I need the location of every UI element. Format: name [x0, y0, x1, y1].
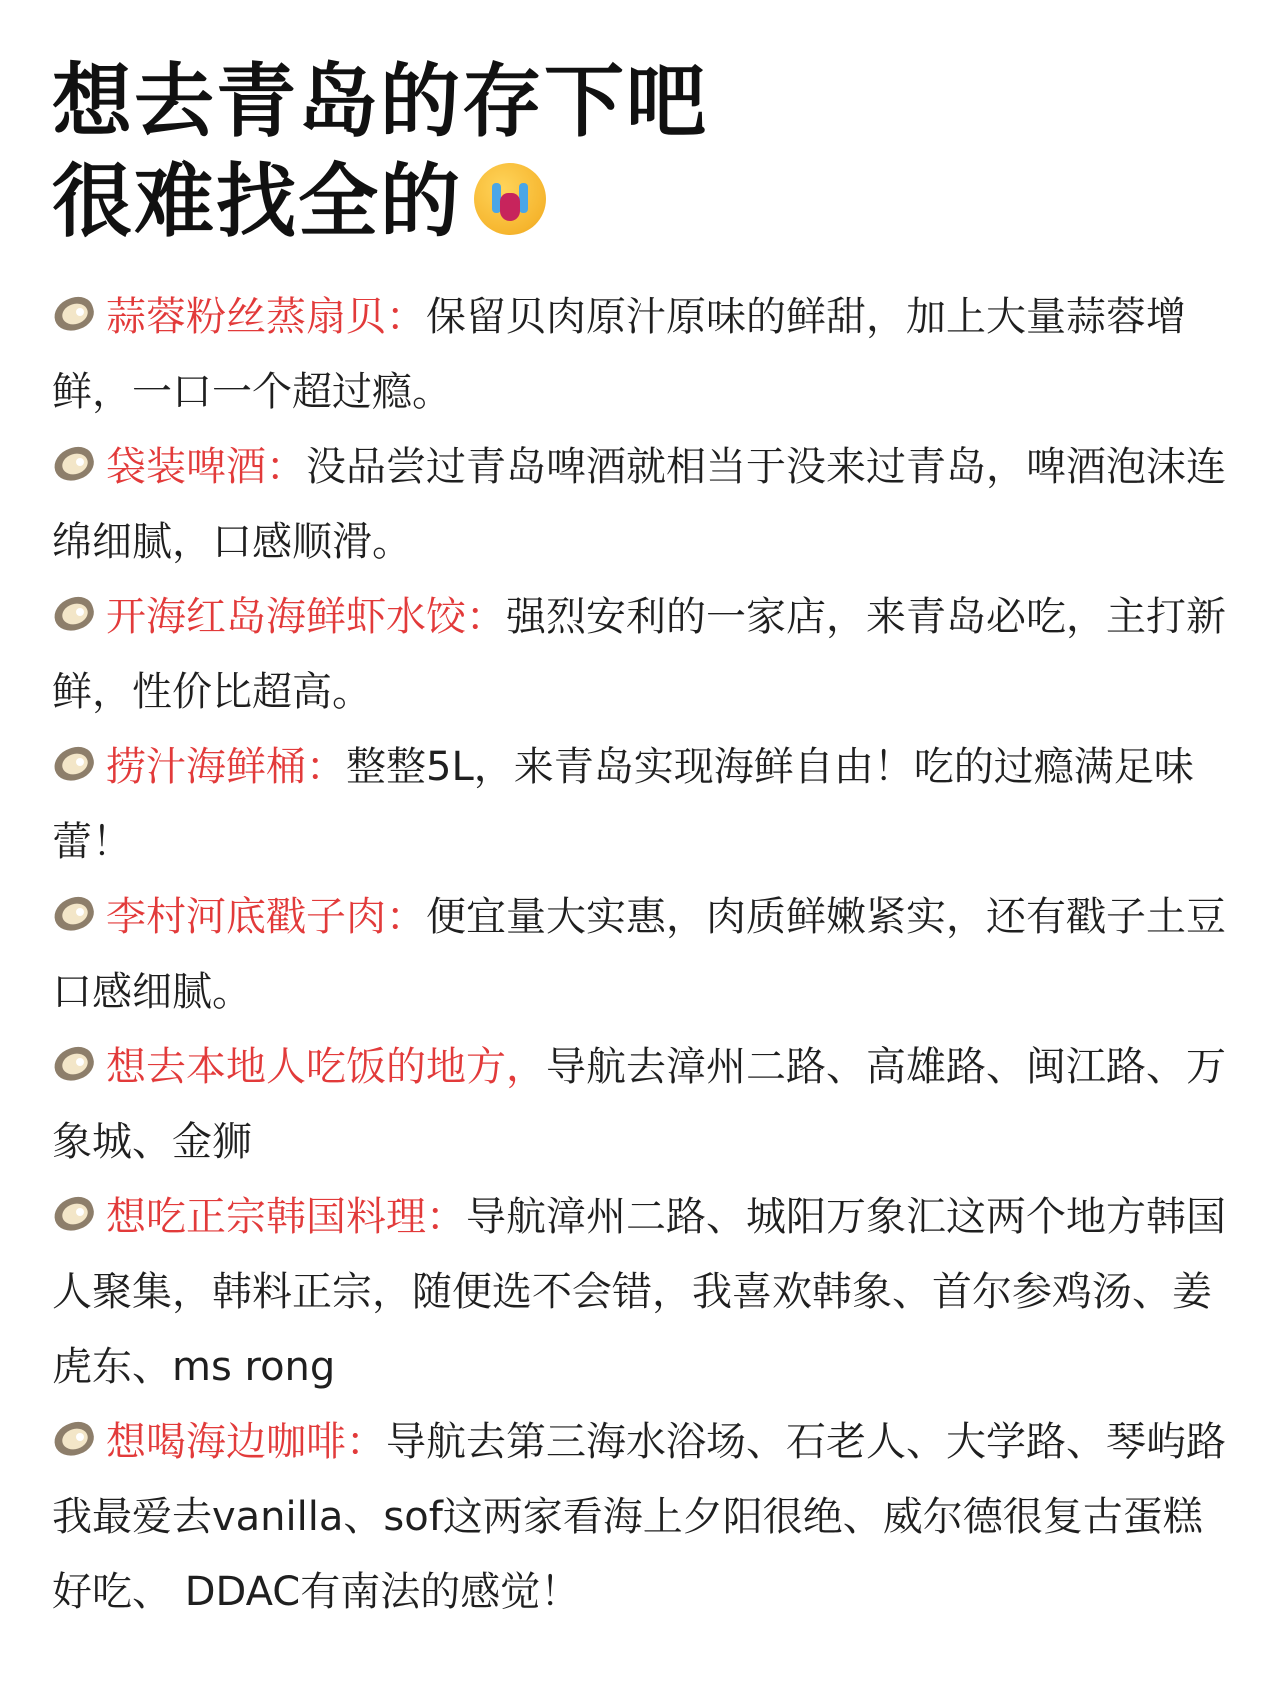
- list-item: [52, 430, 1232, 580]
- entry-text: 导航漳州二路、城阳万象汇这两个地方韩国人聚集，韩料正宗，随便选不会错，我喜欢韩象、首尔参鸡汤、姜虎东、ms rong: [52, 1194, 1226, 1390]
- entry-text: 导航去漳州二路、高雄路、闽江路、万象城、金狮: [52, 1044, 1226, 1165]
- list-item: [52, 280, 1232, 430]
- loudly-crying-face-icon: [474, 163, 546, 235]
- entry-text: 导航去第三海水浴场、石老人、大学路、琴屿路我最爱去vanilla、sof这两家看海上夕阳很绝、威尔德很复古蛋糕好吃、 DDAC有南法的感觉！: [52, 1419, 1226, 1615]
- entry-heading: 李村河底戳子肉：: [106, 894, 426, 940]
- entry-text: 整整5L，来青岛实现海鲜自由！吃的过瘾满足味蕾！: [52, 744, 1194, 865]
- list-item: [52, 1180, 1232, 1405]
- entry-text: 没品尝过青岛啤酒就相当于没来过青岛，啤酒泡沫连绵细腻，口感顺滑。: [52, 444, 1226, 565]
- entry-text: 保留贝肉原汁原味的鲜甜，加上大量蒜蓉增鲜，一口一个超过瘾。: [52, 294, 1186, 415]
- entry-heading: 想喝海边咖啡：: [106, 1419, 386, 1465]
- entry-heading: 袋装啤酒：: [106, 444, 306, 490]
- oyster-icon: [52, 744, 96, 784]
- list-item: [52, 880, 1232, 1030]
- entry-heading: 蒜蓉粉丝蒸扇贝：: [106, 294, 426, 340]
- entry-list: [52, 280, 1232, 1630]
- list-item: [52, 1405, 1232, 1630]
- entry-text: 强烈安利的一家店，来青岛必吃，主打新鲜，性价比超高。: [52, 594, 1226, 715]
- page-title: [52, 52, 1232, 252]
- entry-heading: 捞汁海鲜桶：: [106, 744, 346, 790]
- entry-heading: 开海红岛海鲜虾水饺：: [106, 594, 506, 640]
- entry-text: 便宜量大实惠，肉质鲜嫩紧实，还有戳子土豆口感细腻。: [52, 894, 1226, 1015]
- oyster-icon: [52, 894, 96, 934]
- oyster-icon: [52, 294, 96, 334]
- list-item: [52, 1030, 1232, 1180]
- entry-heading: 想吃正宗韩国料理：: [106, 1194, 466, 1240]
- oyster-icon: [52, 1044, 96, 1084]
- entry-heading: 想去本地人吃饭的地方，: [106, 1044, 546, 1090]
- title-line-2: [52, 152, 1232, 252]
- title-line-2-text: 很难找全的: [52, 155, 462, 248]
- oyster-icon: [52, 1194, 96, 1234]
- oyster-icon: [52, 1419, 96, 1459]
- list-item: [52, 580, 1232, 730]
- oyster-icon: [52, 594, 96, 634]
- list-item: [52, 730, 1232, 880]
- title-line-1: 想去青岛的存下吧: [52, 55, 708, 148]
- oyster-icon: [52, 444, 96, 484]
